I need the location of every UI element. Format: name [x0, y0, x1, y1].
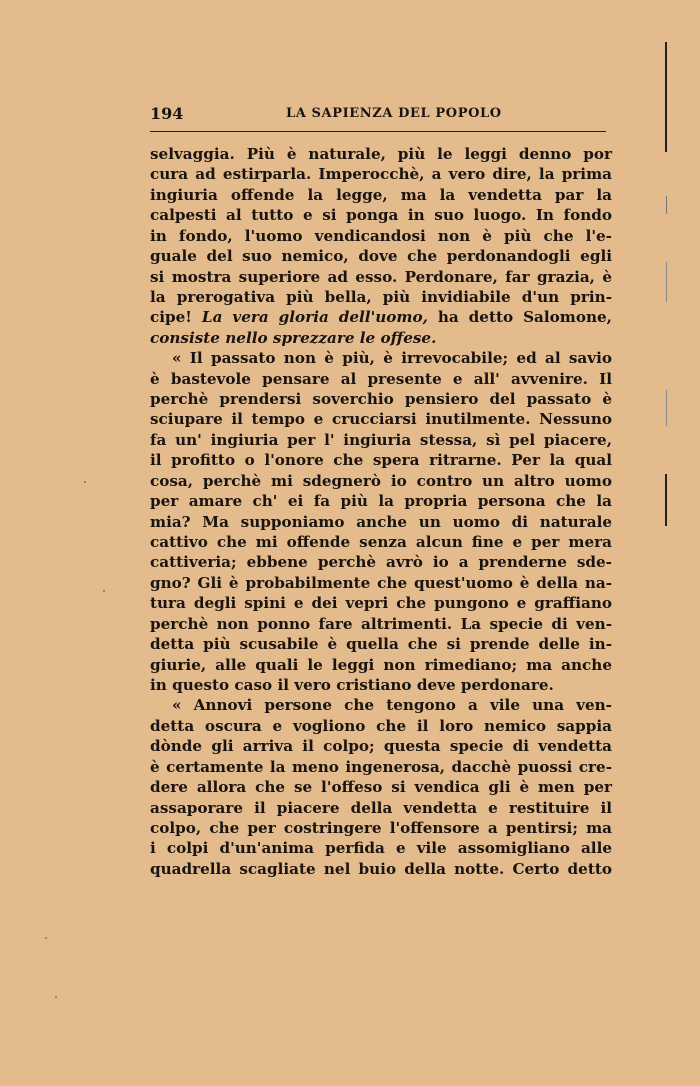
text-line: cosa, perchè mi sdegnerò io contro un altro uomo [150, 471, 612, 490]
text-line: detta oscura e vogliono che il loro nemico sappia [150, 716, 612, 735]
text-run: ha detto Salomone, [437, 308, 612, 327]
italic-quote: consiste nello sprezzare le offese. [150, 328, 437, 347]
text-line: la prerogativa più bella, più invidiabile d'un prin- [150, 287, 612, 306]
text-line: in fondo, l'uomo vendicandosi non è più che l'e- [150, 226, 612, 245]
paper-speck [45, 937, 47, 939]
text-line: in questo caso il vero cristiano deve perdonare. [150, 675, 554, 694]
text-line: gno? Gli è probabilmente che quest'uomo è della na- [150, 573, 612, 592]
binding-margin-mark [665, 42, 667, 152]
running-head: LA SAPIENZA DEL POPOLO [286, 106, 502, 121]
paragraph-start-line: « Annovi persone che tengono a vile una ven- [172, 696, 612, 715]
binding-margin-mark [665, 474, 667, 526]
paper-speck [103, 590, 105, 592]
text-line: dere allora che se l'offeso si vendica gli è men per [150, 778, 612, 797]
paper-speck [84, 481, 86, 483]
text-line: selvaggia. Più è naturale, più le leggi denno por [150, 145, 612, 163]
text-line: fa un' ingiuria per l' ingiuria stessa, sì pel piacere, [150, 430, 612, 449]
text-line [150, 307, 612, 327]
page-number: 194 [150, 104, 184, 123]
text-line: dònde gli arriva il colpo; questa specie di vendetta [150, 737, 612, 756]
text-line: è bastevole pensare al presente e all' avvenire. Il [150, 369, 612, 388]
text-run: cipe! [150, 308, 202, 327]
text-line: colpo, che per costringere l'offensore a pentirsi; ma [150, 818, 612, 837]
text-line: guale del suo nemico, dove che perdonandogli egli [150, 247, 612, 266]
binding-margin-mark [666, 196, 667, 214]
text-line: è certamente la meno ingenerosa, dacchè puossi cre- [150, 757, 612, 776]
body-text [150, 144, 612, 879]
text-line: sciupare il tempo e crucciarsi inutilmente. Nessuno [150, 410, 612, 429]
italic-quote: La vera gloria dell'uomo, [201, 308, 428, 327]
text-line: cattiveria; ebbene perchè avrò io a prenderne sde- [150, 553, 612, 572]
text-line: perchè prendersi soverchio pensiero del passato è [150, 390, 612, 409]
text-line [150, 328, 612, 348]
text-line: mia? Ma supponiamo anche un uomo di naturale [150, 512, 612, 531]
text-line: per amare ch' ei fa più la propria persona che la [150, 492, 612, 511]
paper-speck [55, 996, 57, 998]
text-line: calpesti al tutto e si ponga in suo luogo. In fondo [150, 206, 612, 225]
text-line: quadrella scagliate nel buio della notte. Certo detto [150, 859, 612, 878]
text-line: perchè non ponno fare altrimenti. La specie di ven- [150, 614, 612, 633]
text-line: i colpi d'un'anima perfida e vile assomigliano alle [150, 839, 612, 858]
text-line: detta più scusabile è quella che si prende delle in- [150, 635, 612, 654]
text-line: il profitto o l'onore che spera ritrarne. Per la qual [150, 451, 612, 470]
text-line: ingiuria offende la legge, ma la vendetta par la [150, 185, 612, 204]
page-header [150, 104, 612, 126]
header-rule [150, 131, 606, 132]
text-line: cattivo che mi offende senza alcun fine e per mera [150, 533, 612, 552]
text-line: tura degli spini e dei vepri che pungono e graffiano [150, 594, 612, 613]
text-line: cura ad estirparla. Imperocchè, a vero dire, la prima [150, 165, 612, 184]
binding-margin-mark [666, 262, 667, 302]
text-line: si mostra superiore ad esso. Perdonare, far grazia, è [150, 267, 612, 286]
paragraph-start-line: « Il passato non è più, è irrevocabile; ed al savio [172, 349, 612, 368]
text-line: assaporare il piacere della vendetta e restituire il [150, 798, 612, 817]
text-line: giurie, alle quali le leggi non rimediano; ma anche [150, 655, 612, 674]
binding-margin-mark [666, 390, 667, 426]
